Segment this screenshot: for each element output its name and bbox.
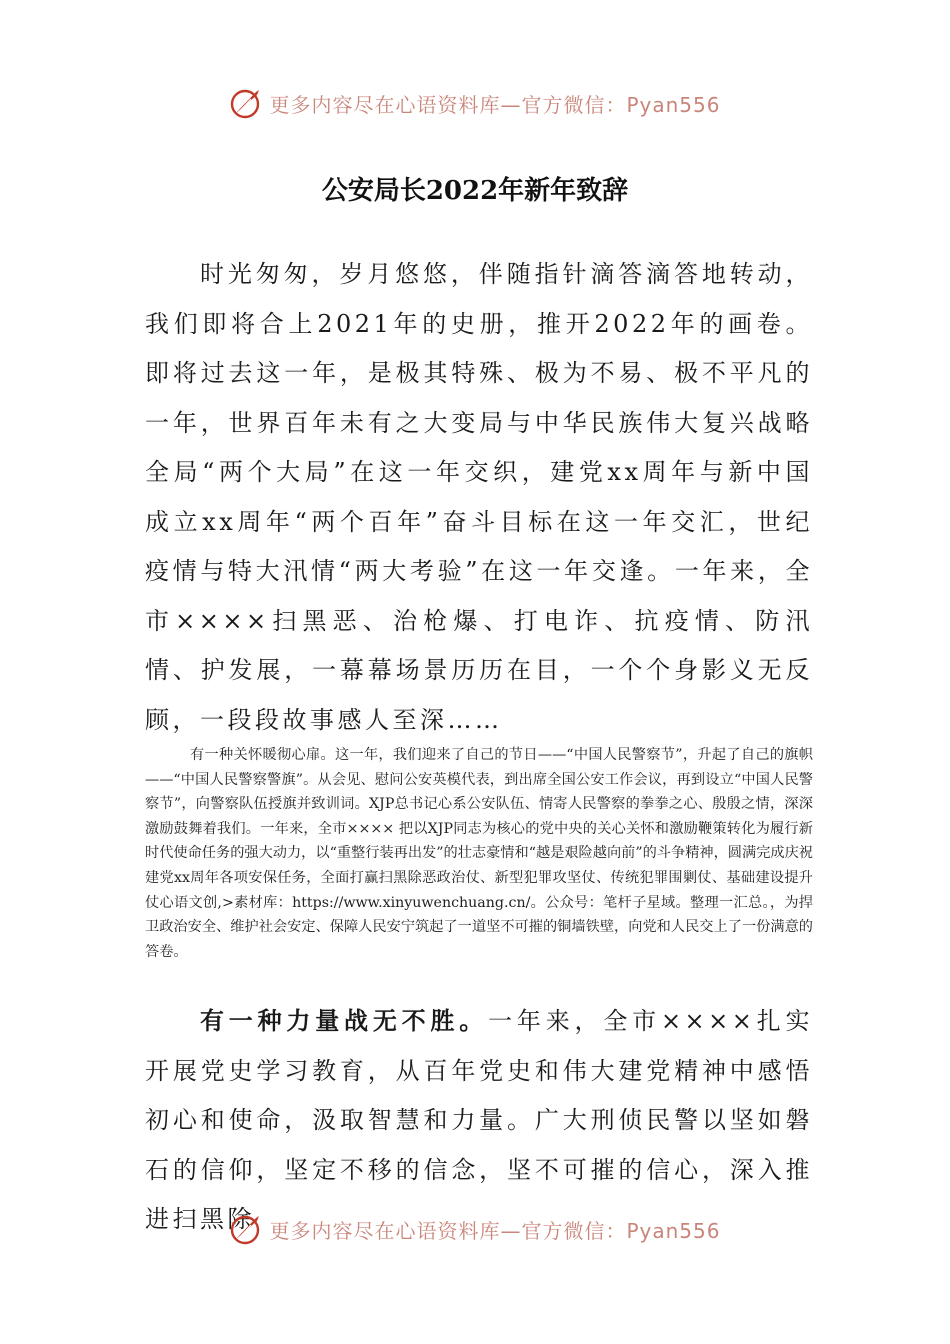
paragraph-strength-text: 一年来，全市××××扎实开展党史学习教育，从百年党史和伟大建党精神中感悟初心和使命，汲取智慧和力量。广大刑侦民警以坚如磐石的信仰，坚定不移的信念，坚不可摧的信心，深入推进扫黑除 xyxy=(145,1007,814,1233)
paragraph-strength-lead: 有一种力量战无不胜。 xyxy=(200,1006,489,1035)
paragraph-intro: 时光匆匆，岁月悠悠，伴随指针滴答滴答地转动，我们即将合上2021年的史册，推开2022年的画卷。即将过去这一年，是极其特殊、极为不易、极不平凡的一年，世界百年未有之大变局与中华民族伟大复兴战略全局“两个大局”在这一年交织，建党xx周年与新中国成立xx周年“两个百年”奋斗目标在这一年交汇，世纪疫情与特大汛情“两大考验”在这一年交逢。一年来，全市××××扫黑恶、治枪爆、打电诈、抗疫情、防汛情、护发展，一幕幕场景历历在目，一个个身影义无反顾，一段段故事感人至深…… xyxy=(145,260,813,734)
document-title: 公安局长2022年新年致辞 xyxy=(321,176,629,206)
footer-banner xyxy=(0,1209,950,1249)
paragraph-strength xyxy=(145,996,813,1245)
quill-logo-icon xyxy=(229,86,263,120)
paragraph-care: 有一种关怀暖彻心扉。这一年，我们迎来了自己的节日——“中国人民警察节”，升起了自己的旗帜——“中国人民警察警旗”。从会见、慰问公安英模代表，到出席全国公安工作会议，再到设立“中国人民警察节”，向警察队伍授旗并致训词。XJP总书记心系公安队伍、情寄人民警察的拳拳之心、殷殷之情，深深激励鼓舞着我们。一年来，全市×××× 把以XJP同志为核心的党中央的关心关怀和激励鞭策转化为履行新时代使命任务的强大动力，以“重整行装再出发”的壮志豪情和“越是艰险越向前”的斗争精神，圆满完成庆祝建党xx周年各项安保任务，全面打赢扫黑除恶政治仗、新型犯罪攻坚仗、传统犯罪围剿仗、基础建设提升仗心语文创,>素材库：https://www.xinyuwenchuang.cn/。公众号：笔杆子星域。整理一汇总。，为捍卫政治安全、维护社会安定、保障人民安宁筑起了一道坚不可摧的铜墙铁壁，向党和人民交上了一份满意的答卷。 xyxy=(145,747,813,960)
header-banner xyxy=(0,83,950,123)
footer-banner-text: 更多内容尽在心语资料库—官方微信：Pyan556 xyxy=(269,1218,721,1243)
header-banner-text: 更多内容尽在心语资料库—官方微信：Pyan556 xyxy=(269,92,721,117)
quill-logo-icon xyxy=(229,1212,263,1246)
